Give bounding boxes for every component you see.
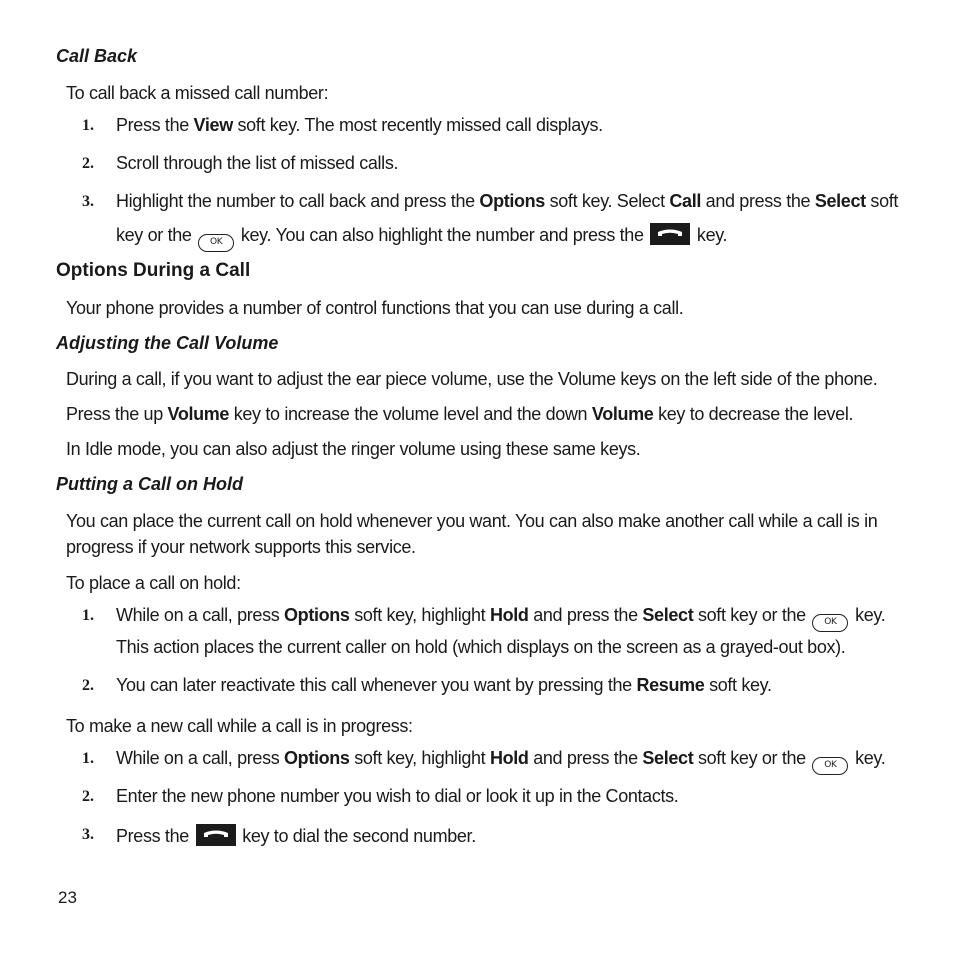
volume-heading: Adjusting the Call Volume xyxy=(56,333,279,353)
call-back-intro: To call back a missed call number: xyxy=(66,83,329,103)
send-key-icon xyxy=(196,824,236,846)
call-back-heading: Call Back xyxy=(56,46,138,66)
volume-paragraph-1: During a call, if you want to adjust the ear piece volume, use the Volume keys on the left side of the phone. xyxy=(66,369,878,389)
send-key-icon xyxy=(650,223,690,245)
hold-heading: Putting a Call on Hold xyxy=(56,474,243,494)
ok-key-icon: OK xyxy=(198,234,234,252)
step-number: 1. xyxy=(82,750,94,767)
hold-step-2: You can later reactivate this call whenever you want by pressing the Resume soft key. xyxy=(116,675,772,695)
options-intro: Your phone provides a number of control functions that you can use during a call. xyxy=(66,298,684,318)
new-call-step-3: Press the key to dial the second number. xyxy=(116,826,476,846)
options-heading: Options During a Call xyxy=(56,260,251,281)
hold-paragraph-line-1: You can place the current call on hold whenever you want. You can also make another call while a call is in xyxy=(66,511,878,531)
volume-paragraph-2: Press the up Volume key to increase the volume level and the down Volume key to decrease the level. xyxy=(66,404,854,424)
step-number: 3. xyxy=(82,826,94,843)
ok-key-icon: OK xyxy=(812,757,848,775)
step-number: 1. xyxy=(82,117,94,134)
step-number: 3. xyxy=(82,193,94,210)
call-back-step-3-line-2: key or the OK key. You can also highlight the number and press the key. xyxy=(116,223,727,252)
step-number: 1. xyxy=(82,607,94,624)
new-call-step-1: While on a call, press Options soft key, highlight Hold and press the Select soft key or the OK key. xyxy=(116,748,885,775)
ok-key-icon: OK xyxy=(812,614,848,632)
hold-intro-2: To make a new call while a call is in progress: xyxy=(66,716,413,736)
call-back-step-3-line-1: Highlight the number to call back and press the Options soft key. Select Call and press the Select soft xyxy=(116,191,899,211)
hold-intro: To place a call on hold: xyxy=(66,573,241,593)
call-back-step-1: Press the View soft key. The most recently missed call displays. xyxy=(116,115,603,135)
step-number: 2. xyxy=(82,677,94,694)
call-back-step-2: Scroll through the list of missed calls. xyxy=(116,153,399,173)
hold-paragraph-line-2: progress if your network supports this service. xyxy=(66,537,416,557)
hold-step-1-line-1: While on a call, press Options soft key, highlight Hold and press the Select soft key or the OK key. xyxy=(116,605,885,632)
step-number: 2. xyxy=(82,788,94,805)
step-number: 2. xyxy=(82,155,94,172)
new-call-step-2: Enter the new phone number you wish to dial or look it up in the Contacts. xyxy=(116,786,679,806)
hold-step-1-line-2: This action places the current caller on hold (which displays on the screen as a grayed-out box). xyxy=(116,637,846,657)
page-number: 23 xyxy=(58,888,77,907)
volume-paragraph-3: In Idle mode, you can also adjust the ringer volume using these same keys. xyxy=(66,439,641,459)
